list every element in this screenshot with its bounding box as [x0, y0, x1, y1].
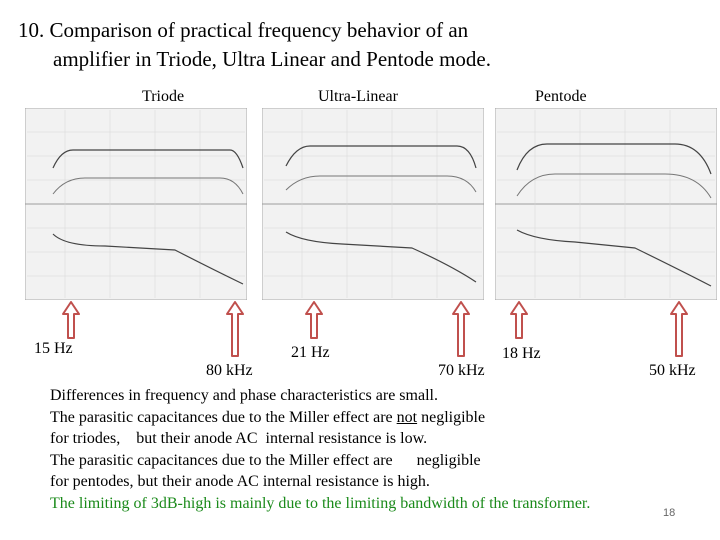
- title-line-2: amplifier in Triode, Ultra Linear and Pentode mode.: [53, 47, 491, 71]
- freq-pentode-low: 18 Hz: [502, 345, 541, 362]
- body-line-5: for pentodes, but their anode AC internal resistance is high.: [50, 473, 430, 490]
- explanation-text: [50, 385, 690, 514]
- label-pentode: Pentode: [535, 88, 587, 105]
- body-line-1: Differences in frequency and phase characteristics are small.: [50, 387, 438, 404]
- arrow-triode-low-icon: [62, 300, 80, 340]
- freq-pentode-high: 50 kHz: [649, 362, 696, 379]
- underlined-not: not: [396, 408, 418, 426]
- slide-title: [18, 16, 708, 74]
- body-line-3: for triodes, but their anode AC internal resistance is low.: [50, 430, 428, 447]
- arrow-ultra-linear-low-icon: [305, 300, 323, 340]
- freq-ultra-linear-high: 70 kHz: [438, 362, 485, 379]
- arrow-triode-high-icon: [226, 300, 244, 358]
- freq-triode-low: 15 Hz: [34, 340, 73, 357]
- body-line-4: The parasitic capacitances due to the Miller effect are negligible: [50, 451, 481, 469]
- page-number: 18: [663, 507, 676, 519]
- graph-triode: [25, 108, 247, 300]
- label-ultra-linear: Ultra-Linear: [318, 88, 398, 105]
- label-triode: Triode: [142, 88, 185, 105]
- title-line-1: 10. Comparison of practical frequency behavior of an: [18, 18, 469, 42]
- graph-ultra-linear: [262, 108, 484, 300]
- body-line-6-highlight: The limiting of 3dB-high is mainly due to the limiting bandwidth of the transformer.: [50, 494, 591, 512]
- arrow-pentode-low-icon: [510, 300, 528, 340]
- body-line-2: The parasitic capacitances due to the Miller effect are not negligible: [50, 408, 486, 426]
- arrow-pentode-high-icon: [670, 300, 688, 358]
- freq-triode-high: 80 kHz: [206, 362, 253, 379]
- freq-ultra-linear-low: 21 Hz: [291, 344, 330, 361]
- arrow-ultra-linear-high-icon: [452, 300, 470, 358]
- graph-pentode: [495, 108, 717, 300]
